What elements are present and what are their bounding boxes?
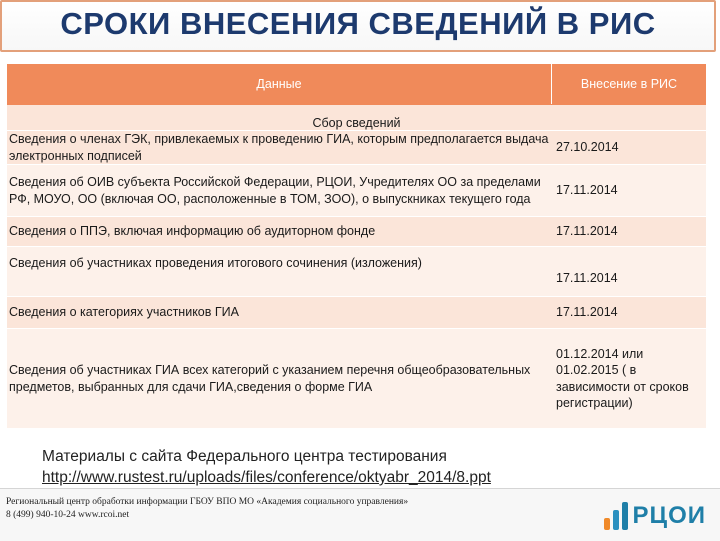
source-link[interactable]: http://www.rustest.ru/uploads/files/conference/oktyabr_2014/8.ppt bbox=[42, 469, 491, 486]
row-date: 17.11.2014 bbox=[556, 183, 618, 198]
rcoi-logo bbox=[603, 499, 706, 533]
footer-contacts: 8 (499) 940-10-24 www.rcoi.net bbox=[6, 510, 130, 520]
row-date: 17.11.2014 bbox=[556, 305, 618, 320]
row-date: 17.11.2014 bbox=[556, 270, 618, 285]
row-data: Сведения об ОИВ субъекта Российской Федерации, РЦОИ, Учредителях ОО за пределами РФ, МОУО, ОО (включая ОО, расположенные в ТОМ, ЗОО), о выпускниках текущего года bbox=[9, 175, 541, 206]
row-data: Сведения об участниках ГИА всех категорий с указанием перечня общеобразовательных предметов, выбранных для сдачи ГИА,сведения о форме ГИА bbox=[9, 363, 531, 394]
row-date: 17.11.2014 bbox=[556, 224, 618, 239]
row-data: Сведения о ППЭ, включая информацию об аудиторном фонде bbox=[9, 224, 376, 239]
row-data: Сведения о категориях участников ГИА bbox=[9, 305, 239, 320]
row-date: 27.10.2014 bbox=[556, 140, 619, 155]
row-date: 01.12.2014 или 01.02.2015 ( в зависимости от сроков регистрации) bbox=[556, 346, 689, 410]
source-note bbox=[42, 446, 491, 488]
table-row bbox=[7, 296, 706, 328]
footer-text bbox=[6, 496, 408, 522]
table-header bbox=[7, 64, 706, 104]
source-caption: Материалы с сайта Федерального центра тестирования bbox=[42, 448, 447, 465]
footer bbox=[0, 488, 720, 541]
page-title: СРОКИ ВНЕСЕНИЯ СВЕДЕНИЙ В РИС bbox=[60, 6, 656, 41]
row-data: Сведения об участниках проведения итогового сочинения (изложения) bbox=[9, 256, 422, 270]
footer-org: Региональный центр обработки информации ГБОУ ВПО МО «Академия социального управления» bbox=[6, 497, 409, 507]
row-data: Сведения о членах ГЭК, привлекаемых к проведению ГИА, которым предполагается выдача электронных подписей bbox=[9, 132, 549, 163]
logo-mark-icon bbox=[603, 500, 629, 532]
section-heading: Сбор сведений bbox=[7, 104, 706, 130]
deadlines-table bbox=[7, 64, 706, 428]
table-row bbox=[7, 130, 706, 164]
table-row bbox=[7, 164, 706, 216]
header-entry: Внесение в РИС bbox=[552, 64, 706, 104]
title-bar bbox=[0, 0, 716, 52]
header-data: Данные bbox=[7, 64, 552, 104]
table-row bbox=[7, 216, 706, 246]
table-row bbox=[7, 328, 706, 428]
logo-text: РЦОИ bbox=[632, 502, 706, 529]
table-row bbox=[7, 246, 706, 296]
